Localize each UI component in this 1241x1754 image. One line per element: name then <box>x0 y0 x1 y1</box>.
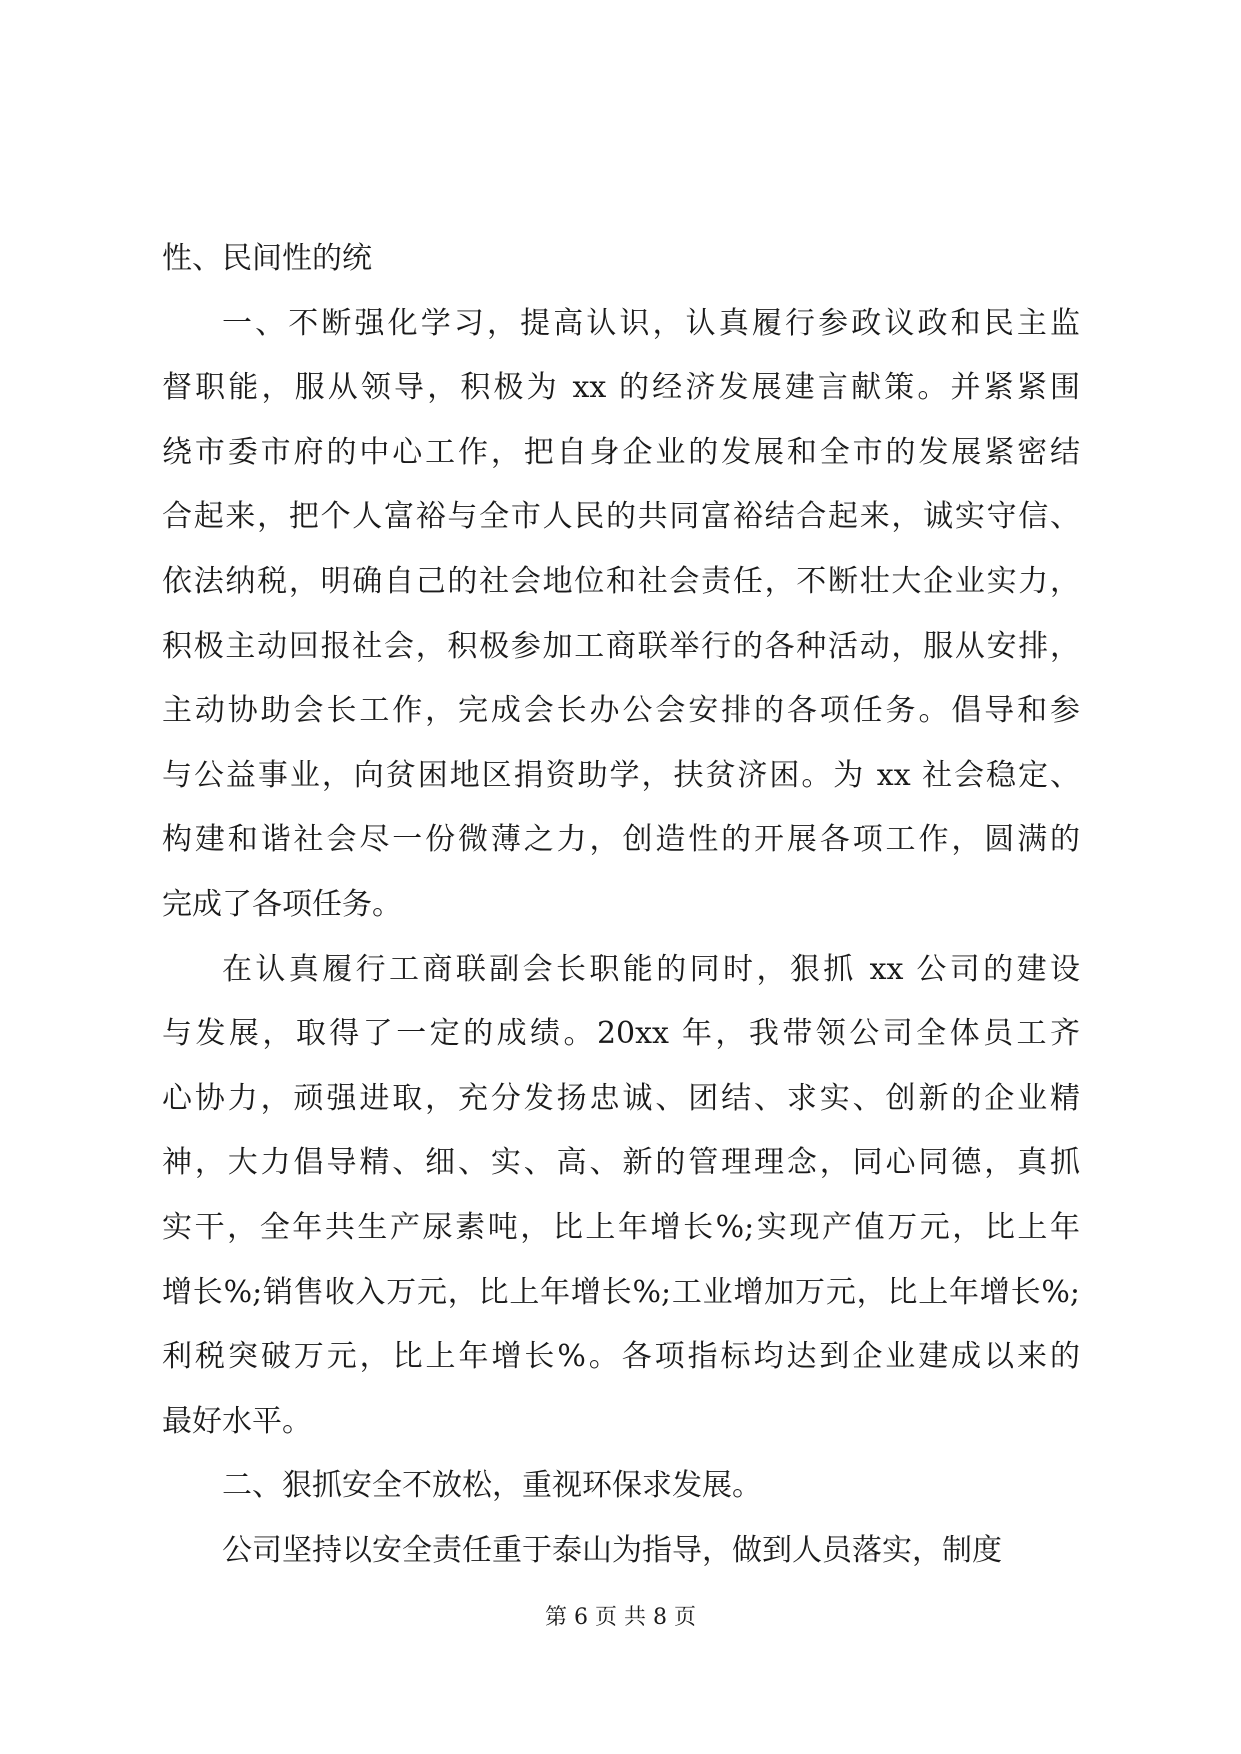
text-line: 增长%;销售收入万元，比上年增长%;工业增加万元，比上年增长%; <box>162 1274 1080 1310</box>
text-line: 依法纳税，明确自己的社会地位和社会责任，不断壮大企业实力， <box>162 563 1080 599</box>
text-line: 性、民间性的统 <box>162 241 372 276</box>
page-footer: 第 6 页 共 8 页 <box>545 1605 696 1630</box>
text-line: 在认真履行工商联副会长职能的同时，狠抓 xx 公司的建设 <box>222 951 1080 987</box>
document-body <box>162 227 1080 1583</box>
text-line: 完成了各项任务。 <box>162 886 402 922</box>
text-line: 最好水平。 <box>162 1403 312 1439</box>
text-line: 实干，全年共生产尿素吨，比上年增长%;实现产值万元，比上年 <box>162 1209 1080 1245</box>
text-line: 绕市委市府的中心工作，把自身企业的发展和全市的发展紧密结 <box>162 434 1080 470</box>
paragraph <box>162 938 1080 1455</box>
text-line: 二、狠抓安全不放松，重视环保求发展。 <box>222 1468 762 1504</box>
text-line: 主动协助会长工作，完成会长办公会安排的各项任务。倡导和参 <box>162 693 1080 729</box>
text-line: 与发展，取得了一定的成绩。20xx 年，我带领公司全体员工齐 <box>162 1016 1080 1052</box>
text-line: 利税突破万元，比上年增长%。各项指标均达到企业建成以来的 <box>162 1339 1080 1375</box>
text-line: 积极主动回报社会，积极参加工商联举行的各种活动，服从安排， <box>162 628 1080 664</box>
text-line: 一、不断强化学习，提高认识，认真履行参政议政和民主监 <box>222 305 1080 341</box>
text-line: 合起来，把个人富裕与全市人民的共同富裕结合起来，诚实守信、 <box>162 499 1080 535</box>
text-line: 与公益事业，向贫困地区捐资助学，扶贫济困。为 xx 社会稳定、 <box>162 757 1080 793</box>
paragraph <box>162 292 1080 938</box>
text-line: 构建和谐社会尽一份微薄之力，创造性的开展各项工作，圆满的 <box>162 822 1080 858</box>
text-line: 督职能，服从领导，积极为 xx 的经济发展建言献策。并紧紧围 <box>162 370 1080 406</box>
paragraph <box>162 1519 1080 1584</box>
paragraph <box>162 227 1080 292</box>
text-line: 心协力，顽强进取，充分发扬忠诚、团结、求实、创新的企业精 <box>162 1080 1080 1116</box>
text-line: 神，大力倡导精、细、实、高、新的管理理念，同心同德，真抓 <box>162 1145 1080 1181</box>
paragraph <box>162 1454 1080 1519</box>
text-line: 公司坚持以安全责任重于泰山为指导，做到人员落实，制度 <box>222 1532 1002 1568</box>
